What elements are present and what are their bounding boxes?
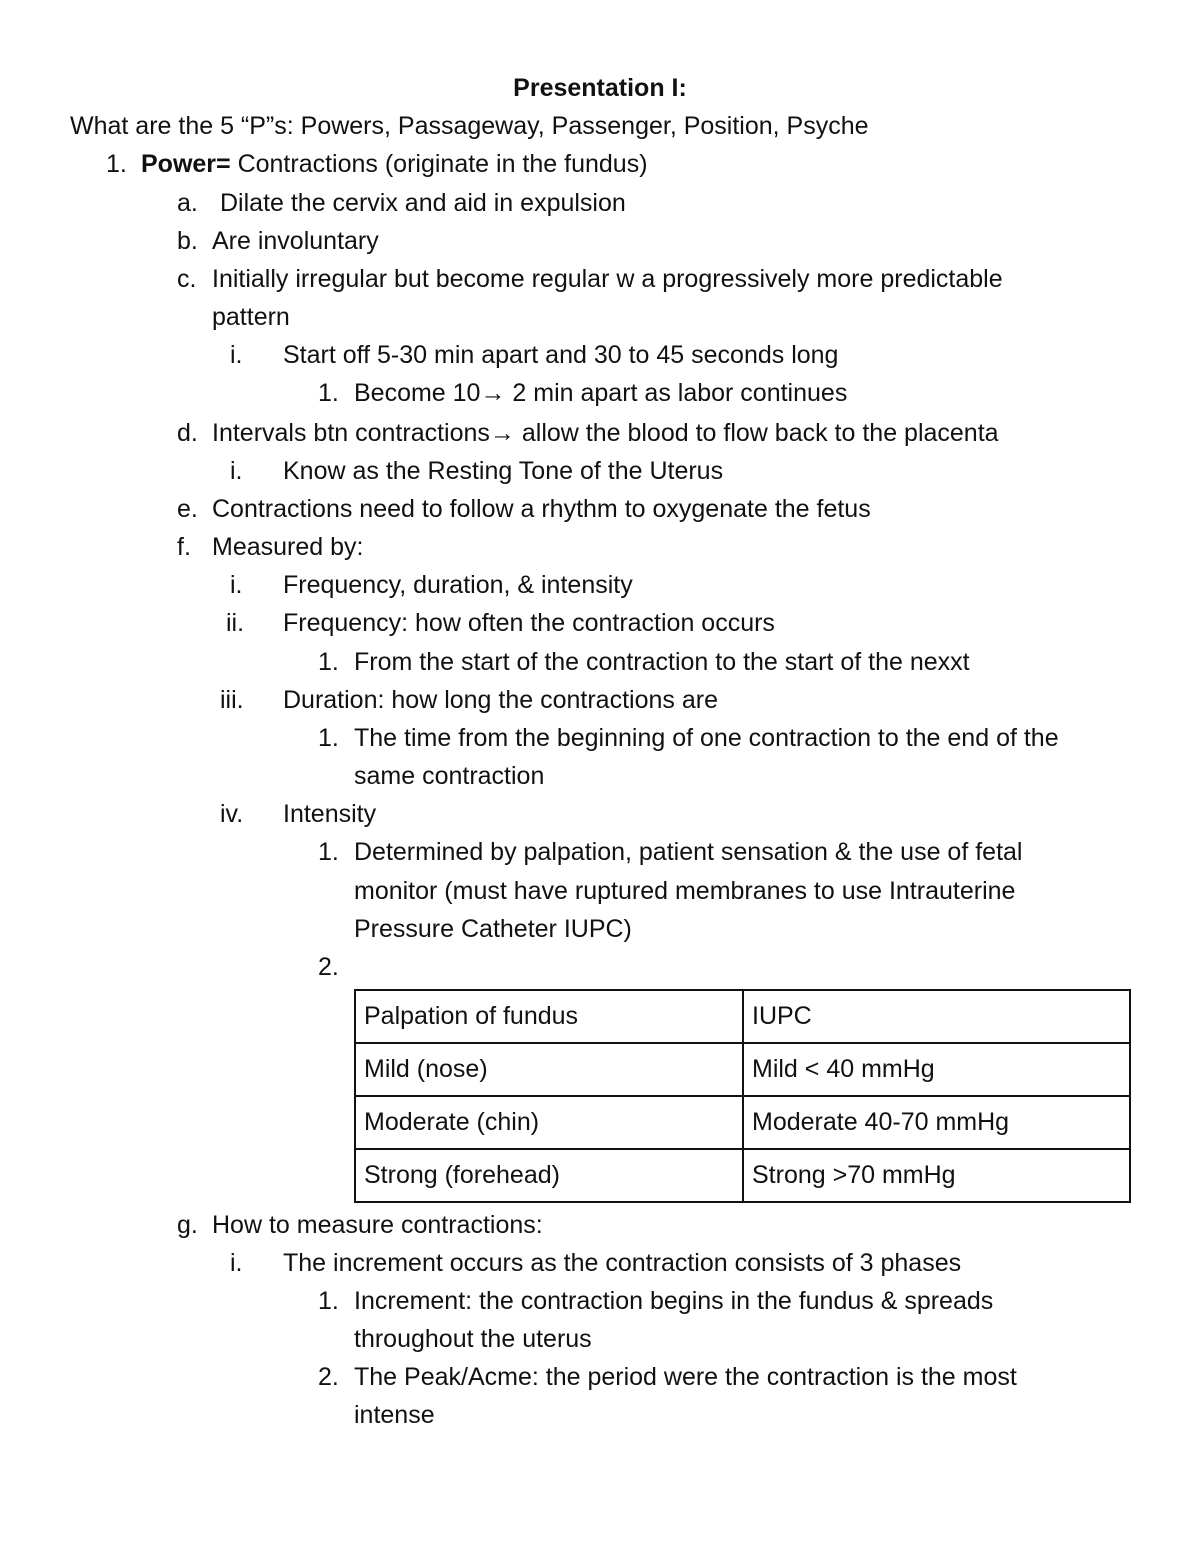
list-item: Measured by: — [212, 533, 364, 561]
list-item-continuation: same contraction — [354, 762, 545, 790]
list-marker: 1. — [106, 150, 127, 178]
list-item: Dilate the cervix and aid in expulsion — [220, 189, 626, 217]
table-header-cell: Palpation of fundus — [355, 990, 743, 1043]
list-item-continuation: intense — [354, 1401, 435, 1429]
list-marker: iv. — [220, 800, 244, 828]
table-cell: Moderate (chin) — [355, 1096, 743, 1149]
list-marker: i. — [230, 457, 243, 485]
list-marker: 1. — [318, 1287, 339, 1315]
table-row — [355, 1149, 1130, 1202]
list-item: The increment occurs as the contraction consists of 3 phases — [283, 1249, 962, 1277]
list-item: Contractions need to follow a rhythm to oxygenate the fetus — [212, 495, 871, 523]
list-item: Increment: the contraction begins in the fundus & spreads — [354, 1287, 994, 1315]
list-marker: 2. — [318, 953, 339, 981]
table-cell: Moderate 40-70 mmHg — [743, 1096, 1130, 1149]
list-marker: i. — [230, 1249, 243, 1277]
list-item: Frequency: how often the contraction occurs — [283, 609, 775, 637]
list-item-continuation: monitor (must have ruptured membranes to use Intrauterine — [354, 877, 1016, 905]
list-item: Frequency, duration, & intensity — [283, 571, 633, 599]
list-marker: g. — [177, 1211, 198, 1239]
list-marker: a. — [177, 189, 198, 217]
table-cell: Strong (forehead) — [355, 1149, 743, 1202]
list-marker: iii. — [220, 686, 244, 714]
list-item: The Peak/Acme: the period were the contraction is the most — [354, 1363, 1017, 1391]
list-marker: f. — [177, 533, 191, 561]
list-item: From the start of the contraction to the start of the nexxt — [354, 648, 970, 676]
list-marker: 1. — [318, 838, 339, 866]
list-item: The time from the beginning of one contraction to the end of the — [354, 724, 1059, 752]
list-marker: ii. — [226, 609, 245, 637]
list-marker: b. — [177, 227, 198, 255]
list-marker: 1. — [318, 648, 339, 676]
list-item: Determined by palpation, patient sensation & the use of fetal — [354, 838, 1023, 866]
list-marker: i. — [230, 571, 243, 599]
list-marker: e. — [177, 495, 198, 523]
list-item: Intervals btn contractions→ allow the blood to flow back to the placenta — [212, 419, 999, 447]
list-item: How to measure contractions: — [212, 1211, 543, 1239]
intro-line: What are the 5 “P”s: Powers, Passageway, Passenger, Position, Psyche — [70, 112, 869, 140]
table-cell: Mild < 40 mmHg — [743, 1043, 1130, 1096]
list-item: Initially irregular but become regular w a progressively more predictable — [212, 265, 1003, 293]
list-item: Are involuntary — [212, 227, 379, 255]
table-row — [355, 1043, 1130, 1096]
list-item-continuation: Pressure Catheter IUPC) — [354, 915, 632, 943]
list-item: Start off 5-30 min apart and 30 to 45 seconds long — [283, 341, 839, 369]
list-item-continuation: throughout the uterus — [354, 1325, 592, 1353]
list-marker: 2. — [318, 1363, 339, 1391]
list-item: Duration: how long the contractions are — [283, 686, 718, 714]
list-item: Know as the Resting Tone of the Uterus — [283, 457, 724, 485]
power-label: Power= — [141, 150, 231, 178]
table-row — [355, 990, 1130, 1043]
list-marker: 1. — [318, 724, 339, 752]
document-title: Presentation I: — [513, 74, 687, 102]
list-marker: 1. — [318, 379, 339, 407]
table-row — [355, 1096, 1130, 1149]
power-text: Contractions (originate in the fundus) — [230, 150, 648, 178]
list-marker: i. — [230, 341, 243, 369]
list-marker: c. — [177, 265, 197, 293]
intensity-table — [354, 989, 1131, 1203]
list-item: Intensity — [283, 800, 377, 828]
table-cell: Mild (nose) — [355, 1043, 743, 1096]
list-marker: d. — [177, 419, 198, 447]
table-cell: Strong >70 mmHg — [743, 1149, 1130, 1202]
list-item-power — [141, 149, 648, 179]
list-item-continuation: pattern — [212, 303, 290, 331]
list-item: Become 10→ 2 min apart as labor continues — [354, 379, 848, 407]
table-header-cell: IUPC — [743, 990, 1130, 1043]
